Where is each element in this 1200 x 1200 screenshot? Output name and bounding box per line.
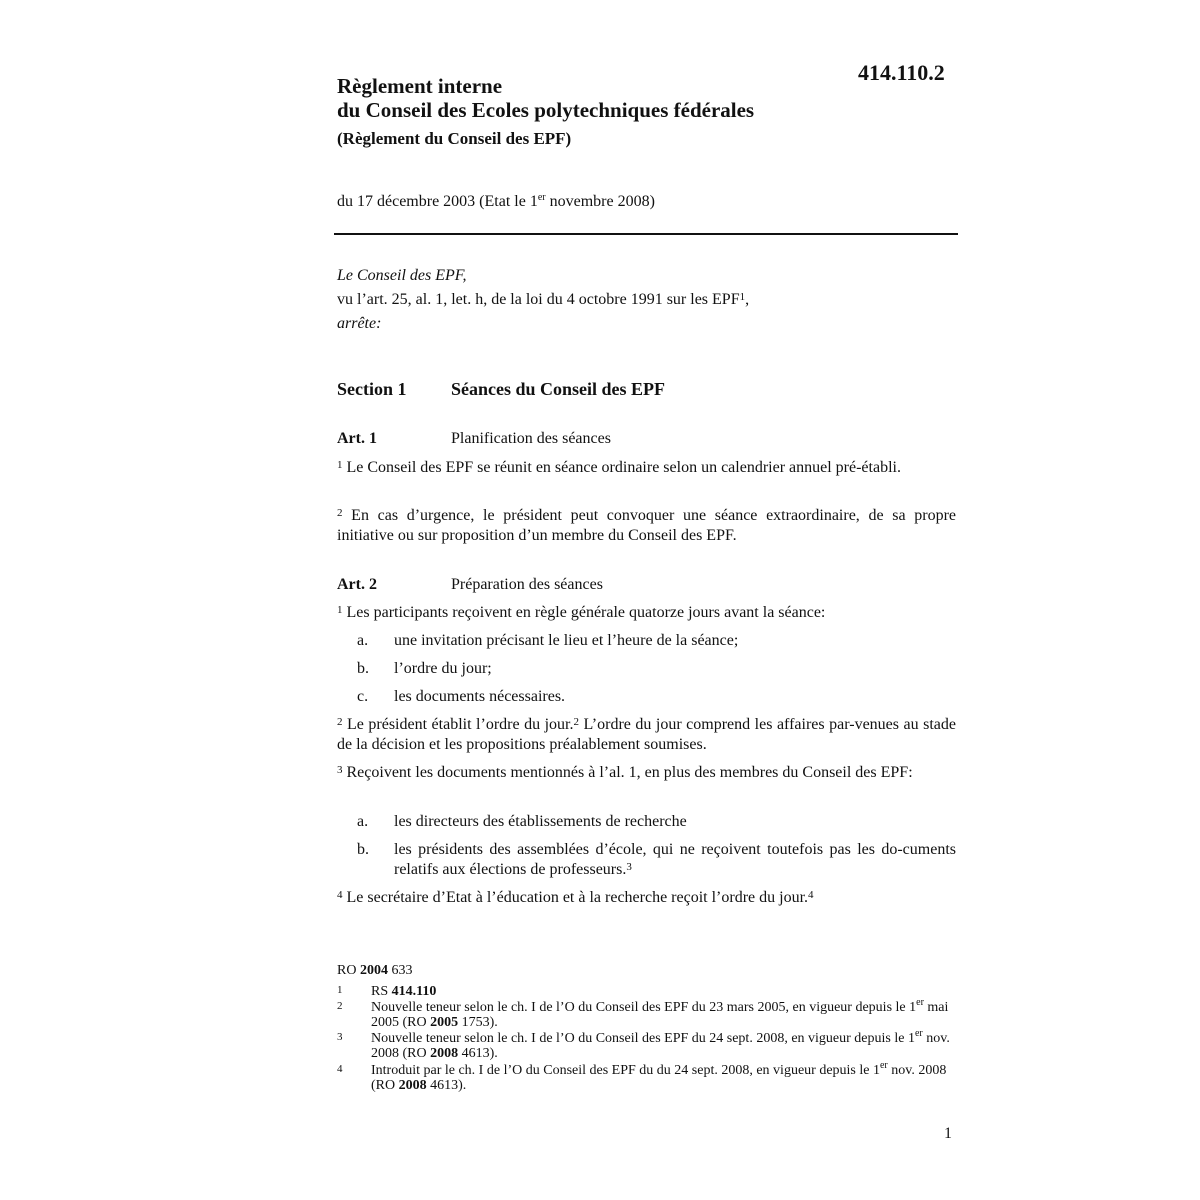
list-item (357, 812, 956, 832)
footnote-ref-1[interactable]: 1 (739, 291, 746, 303)
footnote-sup: er (916, 997, 924, 1008)
art-1-heading (337, 430, 958, 448)
art-2-heading (337, 576, 958, 594)
footnote-post: 4613). (458, 1046, 498, 1061)
header-divider (334, 233, 958, 235)
paragraph-number: 1 (337, 459, 343, 471)
list-letter: b. (357, 841, 369, 858)
document-title (337, 74, 857, 150)
footnote-2 (337, 997, 957, 1030)
document-date (337, 193, 655, 211)
art-2-title: Préparation des séances (451, 576, 603, 593)
footnote-ref-3[interactable]: 3 (626, 861, 632, 873)
paragraph-text: En cas d’urgence, le président peut convoquer une séance extraordinaire, de sa propre initiative ou sur proposition d’un membre du Conseil des EPF. (337, 507, 956, 544)
footnote-ref-2[interactable]: 2 (573, 716, 579, 728)
footnote-number: 3 (337, 1031, 343, 1043)
footnote-mid: nov. 2008 (RO (371, 1063, 947, 1093)
footnote-3 (337, 1028, 957, 1061)
footnote-sup: er (914, 1028, 923, 1039)
preamble-line-3: arrête: (337, 315, 382, 332)
paragraph-number: 2 (337, 507, 343, 519)
ro-prefix: RO (337, 963, 360, 978)
footnote-mid: mai 2005 (RO (371, 1000, 949, 1030)
paragraph-text: Le secrétaire d’Etat à l’éducation et à la recherche reçoit l’ordre du jour. (342, 889, 809, 906)
date-prefix: du 17 décembre 2003 (Etat le 1 (337, 193, 538, 210)
document-number: 414.110.2 (858, 60, 945, 85)
list-text: les documents nécessaires. (394, 688, 566, 705)
list-letter: c. (357, 688, 369, 705)
footnote-bold: 2005 (430, 1015, 459, 1030)
art-1-paragraph-1 (337, 458, 956, 478)
ro-year: 2004 (359, 963, 388, 978)
art-1-title: Planification des séances (451, 430, 611, 447)
list-item (357, 840, 956, 880)
section-1-heading (337, 379, 666, 400)
list-letter: a. (357, 632, 369, 649)
list-text: une invitation précisant le lieu et l’heure de la séance; (394, 632, 739, 649)
paragraph-text: Le président établit l’ordre du jour. (342, 716, 574, 733)
footnote-4 (337, 1060, 957, 1093)
paragraph-number: 1 (337, 604, 343, 616)
list-item (357, 631, 956, 651)
art-2-paragraph-2 (337, 715, 956, 755)
art-1-paragraph-2 (337, 506, 956, 546)
list-item (357, 687, 956, 707)
footnote-text (371, 1028, 957, 1061)
footnote-sup: er (879, 1060, 888, 1071)
footnote-1 (337, 984, 957, 999)
list-letter: b. (357, 660, 369, 677)
footnote-number: 2 (337, 1000, 343, 1012)
footnote-bold: 2008 (430, 1046, 459, 1061)
footnote-number: 1 (337, 984, 343, 996)
footnote-ref-4[interactable]: 4 (808, 889, 814, 901)
paragraph-text: Reçoivent les documents mentionnés à l’al. 1, en plus des membres du Conseil des EPF: (342, 764, 913, 781)
title-line-1: Règlement interne (337, 74, 503, 98)
art-2-paragraph-3 (337, 763, 956, 783)
footnote-post: 4613). (426, 1078, 467, 1093)
section-1-label: Section 1 (337, 379, 407, 399)
paragraph-number: 2 (337, 716, 343, 728)
footnote-text (371, 1060, 957, 1093)
footnote-post: 1753). (458, 1015, 498, 1030)
paragraph-number: 3 (337, 764, 343, 776)
footnote-text (371, 984, 957, 999)
list-text: l’ordre du jour; (394, 660, 492, 677)
footnote-pre: Nouvelle teneur selon le ch. I de l’O du Conseil des EPF du 24 sept. 2008, en vigueur depuis le 1 (371, 1031, 915, 1046)
ro-page: 633 (387, 963, 413, 978)
preamble-line-1: Le Conseil des EPF, (337, 267, 467, 284)
list-text: les directeurs des établissements de recherche (394, 813, 687, 830)
date-sup: er (537, 192, 546, 203)
footnote-mid: nov. 2008 (RO (371, 1031, 950, 1061)
art-1-label: Art. 1 (337, 430, 377, 447)
footnote-number: 4 (337, 1063, 343, 1075)
paragraph-number: 4 (337, 889, 343, 901)
section-1-title: Séances du Conseil des EPF (451, 379, 666, 399)
date-suffix: novembre 2008) (545, 193, 655, 210)
preamble (337, 264, 749, 336)
paragraph-text-cont: L’ordre du jour comprend les affaires par-venues au stade de la décision et les propositions préalablement soumises. (337, 716, 956, 753)
art-2-paragraph-1 (337, 603, 956, 623)
list-text-wrap (394, 840, 956, 880)
paragraph-text: Le Conseil des EPF se réunit en séance ordinaire selon un calendrier annuel pré-établi. (342, 459, 901, 476)
list-letter: a. (357, 813, 369, 830)
footnote-pre: Nouvelle teneur selon le ch. I de l’O du Conseil des EPF du 23 mars 2005, en vigueur depuis le 1 (371, 1000, 917, 1015)
art-2-label: Art. 2 (337, 576, 377, 593)
preamble-line-2 (337, 288, 749, 312)
footnote-text (371, 997, 957, 1030)
page-number: 1 (944, 1125, 952, 1142)
official-compilation-ref (337, 963, 412, 979)
footnote-pre: Introduit par le ch. I de l’O du Conseil des EPF du du 24 sept. 2008, en vigueur depuis le 1 (371, 1063, 880, 1078)
paragraph-text: Les participants reçoivent en règle générale quatorze jours avant la séance: (342, 604, 826, 621)
list-text: les présidents des assemblées d’école, qui ne reçoivent toutefois pas les do-cuments relatifs aux élections de professeurs. (394, 841, 956, 878)
list-item (357, 659, 956, 679)
document-subtitle: (Règlement du Conseil des EPF) (337, 129, 572, 148)
footnote-bold: 414.110 (391, 984, 437, 999)
footnote-pre: RS (371, 984, 392, 999)
title-line-2: du Conseil des Ecoles polytechniques fédérales (337, 98, 755, 122)
preamble-line-2-end: , (745, 291, 750, 308)
footnote-bold: 2008 (398, 1078, 427, 1093)
preamble-line-2-text: vu l’art. 25, al. 1, let. h, de la loi du 4 octobre 1991 sur les EPF (337, 291, 740, 308)
art-2-paragraph-4 (337, 888, 956, 908)
